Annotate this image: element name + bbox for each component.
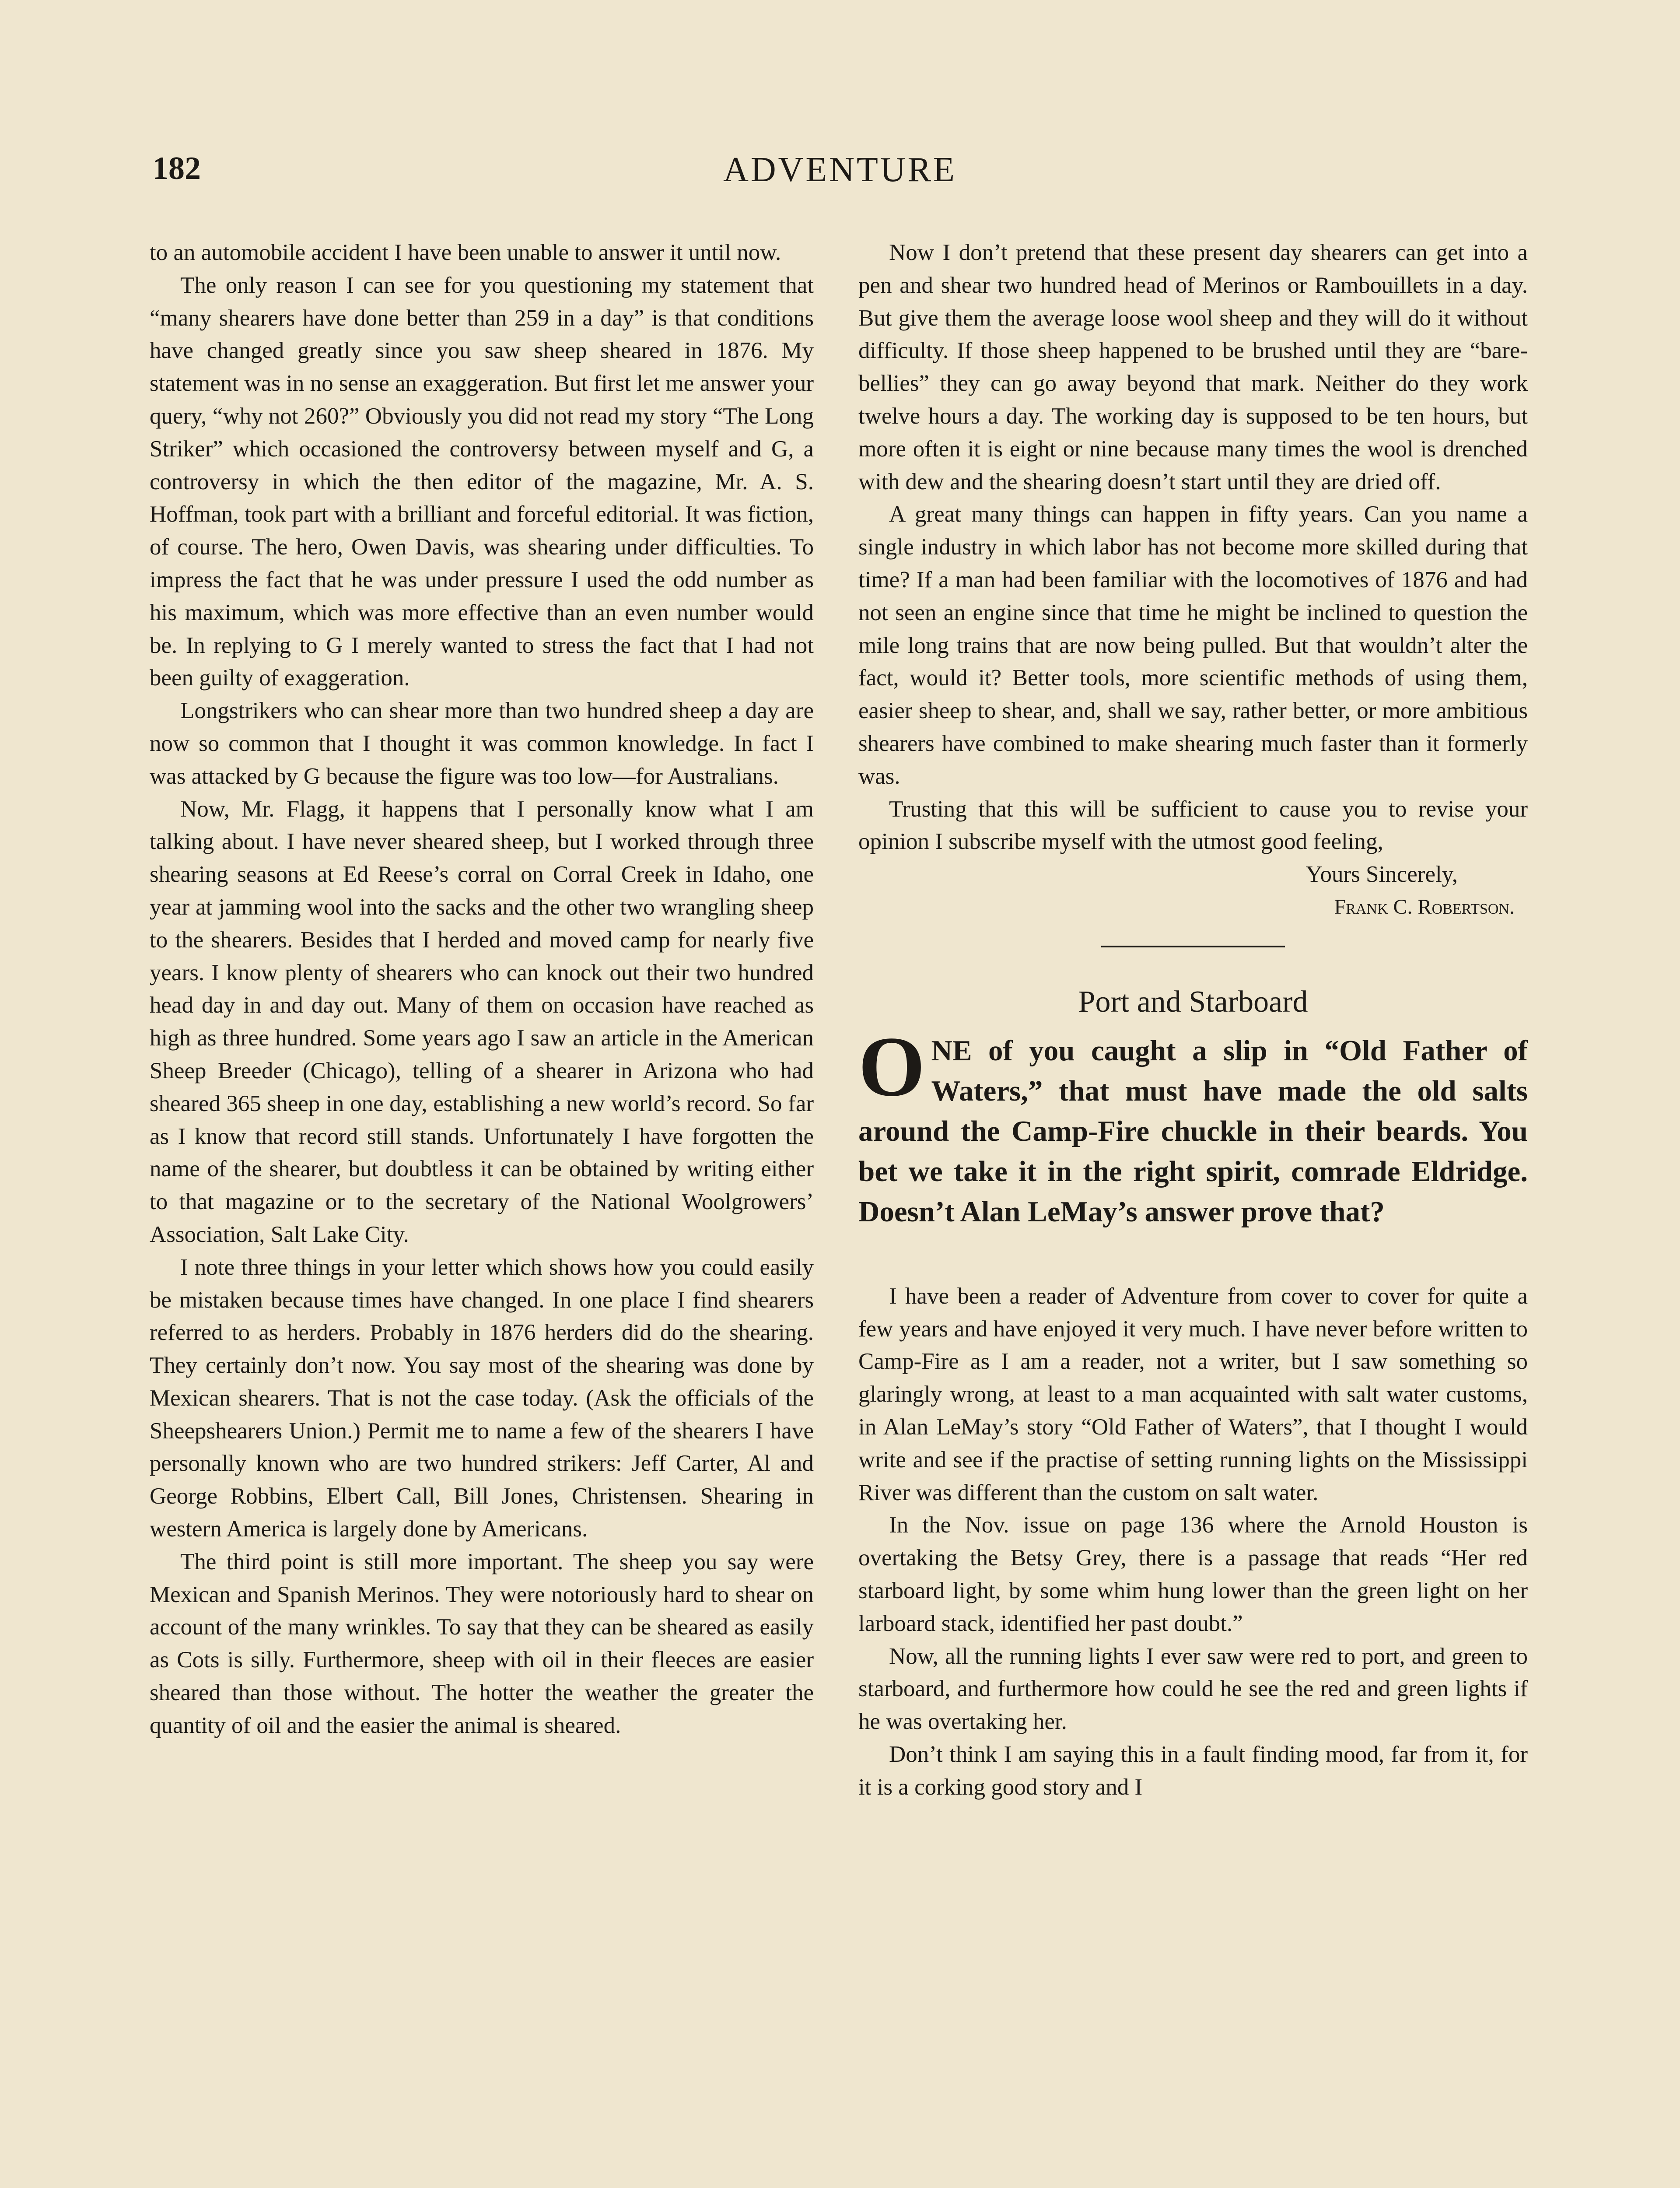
paragraph: Longstrikers who can shear more than two hundred sheep a day are now so common that I thought it was common knowledge. In fact I was attacked by G because the figure was too low—for Australians. xyxy=(150,698,814,789)
editor-intro-text: NE of you caught a slip in “Old Father of Waters,” that must have made the old salts around the Camp-Fire chuckle in their beards. You bet we take it in the right spirit, comrade Eldridge. Doesn’t Alan LeMay’s answer prove that? xyxy=(858,1034,1528,1228)
paragraph: The third point is still more important. The sheep you say were Mexican and Spanish Merinos. They were notoriously hard to shear on account of the many wrinkles. To say that they can be sheared as easily as Cots is silly. Furthermore, sheep with oil in their fleeces are easier sheared than those without. The hotter the weather the greater the quantity of oil and the easier the animal is sheared. xyxy=(150,1549,814,1738)
page-number: 182 xyxy=(152,151,201,186)
letter-signoff: Yours Sincerely, xyxy=(1306,862,1458,887)
section-divider xyxy=(1101,946,1285,947)
paragraph: Trusting that this will be sufficient to cause you to revise your opinion I subscribe myself with the utmost good feeling, xyxy=(858,796,1528,855)
drop-cap: O xyxy=(858,1019,925,1114)
editor-intro xyxy=(858,1019,1528,1232)
running-title: ADVENTURE xyxy=(723,151,957,189)
right-column xyxy=(858,236,1528,2188)
paragraph: A great many things can happen in fifty years. Can you name a single industry in which labor has not become more skilled during that time? If a man had been familiar with the locomotives of 1876 and had not seen an engine since that time he might be inclined to question the mile long trains that are now being pulled. But that wouldn’t alter the fact, would it? Better tools, more scientific methods of using them, easier sheep to shear, and, shall we say, rather better, or more ambitious shearers have combined to make shearing much faster than it formerly was. xyxy=(858,501,1528,789)
paragraph: In the Nov. issue on page 136 where the Arnold Houston is overtaking the Betsy Grey, there is a passage that reads “Her red starboard light, by some whim hung lower than the green light on her larboard stack, identified her past doubt.” xyxy=(858,1512,1528,1636)
paragraph: Now, all the running lights I ever saw were red to port, and green to starboard, and furthermore how could he see the red and green lights if he was overtaking her. xyxy=(858,1643,1528,1735)
paragraph: to an automobile accident I have been unable to answer it until now. xyxy=(150,240,781,265)
paragraph: Now I don’t pretend that these present day shearers can get into a pen and shear two hundred head of Merinos or Rambouillets in a day. But give them the average loose wool sheep and they will do it without difficulty. If those sheep happened to be brushed until they are “bare-bellies” they can go away beyond that mark. Neither do they work twelve hours a day. The working day is supposed to be ten hours, but more often it is eight or nine because many times the wool is drenched with dew and the shearing doesn’t start until they are dried off. xyxy=(858,240,1528,494)
section-heading: Port and Starboard xyxy=(1078,985,1308,1019)
paragraph: Now, Mr. Flagg, it happens that I personally know what I am talking about. I have never sheared sheep, but I worked through three shearing seasons at Ed Reese’s corral on Corral Creek in Idaho, one year at jamming wool into the sacks and the other two wrangling sheep to the shearers. Besides that I herded and moved camp for nearly five years. I know plenty of shearers who can knock out their two hundred head day in and day out. Many of them on occasion have reached as high as three hundred. Some years ago I saw an article in the American Sheep Breeder (Chicago), telling of a shearer in Arizona who had sheared 365 sheep in one day, establishing a new world’s record. So far as I know that record still stands. Unfortunately I have forgotten the name of the shearer, but doubtless it can be obtained by writing either to that magazine or to the secretary of the National Woolgrowers’ Association, Salt Lake City. xyxy=(150,796,814,1247)
paragraph: The only reason I can see for you questioning my statement that “many shearers have done better than 259 in a day” is that conditions have changed greatly since you saw sheep sheared in 1876. My statement was in no sense an exaggeration. But first let me answer your query, “why not 260?” Obviously you did not read my story “The Long Striker” which occasioned the controversy between myself and G, a controversy in which the then editor of the magazine, Mr. A. S. Hoffman, took part with a brilliant and forceful editorial. It was fiction, of course. The hero, Owen Davis, was shearing under difficulties. To impress the fact that he was under pressure I used the odd number as his maximum, which was more effective than an even number would be. In replying to G I merely wanted to stress the fact that I had not been guilty of exaggeration. xyxy=(150,272,814,691)
paragraph: I note three things in your letter which shows how you could easily be mistaken because times have changed. In one place I find shearers referred to as herders. Probably in 1876 herders did do the shearing. They certainly don’t now. You say most of the shearing was done by Mexican shearers. That is not the case today. (Ask the officials of the Sheepshearers Union.) Permit me to name a few of the shearers I have personally known who are two hundred strikers: Jeff Carter, Al and George Robbins, Elbert Call, Bill Jones, Christensen. Shearing in western America is largely done by Americans. xyxy=(150,1254,814,1542)
left-column xyxy=(150,236,814,2188)
letter-signature: Frank C. Robertson. xyxy=(1334,895,1515,919)
paragraph: I have been a reader of Adventure from cover to cover for quite a few years and have enjoyed it very much. I have never before written to Camp-Fire as I am a reader, not a writer, but I saw something so glaringly wrong, at least to a man acquainted with salt water customs, in Alan LeMay’s story “Old Father of Waters”, that I thought I would write and see if the practise of setting running lights on the Mississippi River was different than the custom on salt water. xyxy=(858,1283,1528,1505)
paragraph: Don’t think I am saying this in a fault finding mood, far from it, for it is a corking good story and I xyxy=(858,1741,1528,1800)
